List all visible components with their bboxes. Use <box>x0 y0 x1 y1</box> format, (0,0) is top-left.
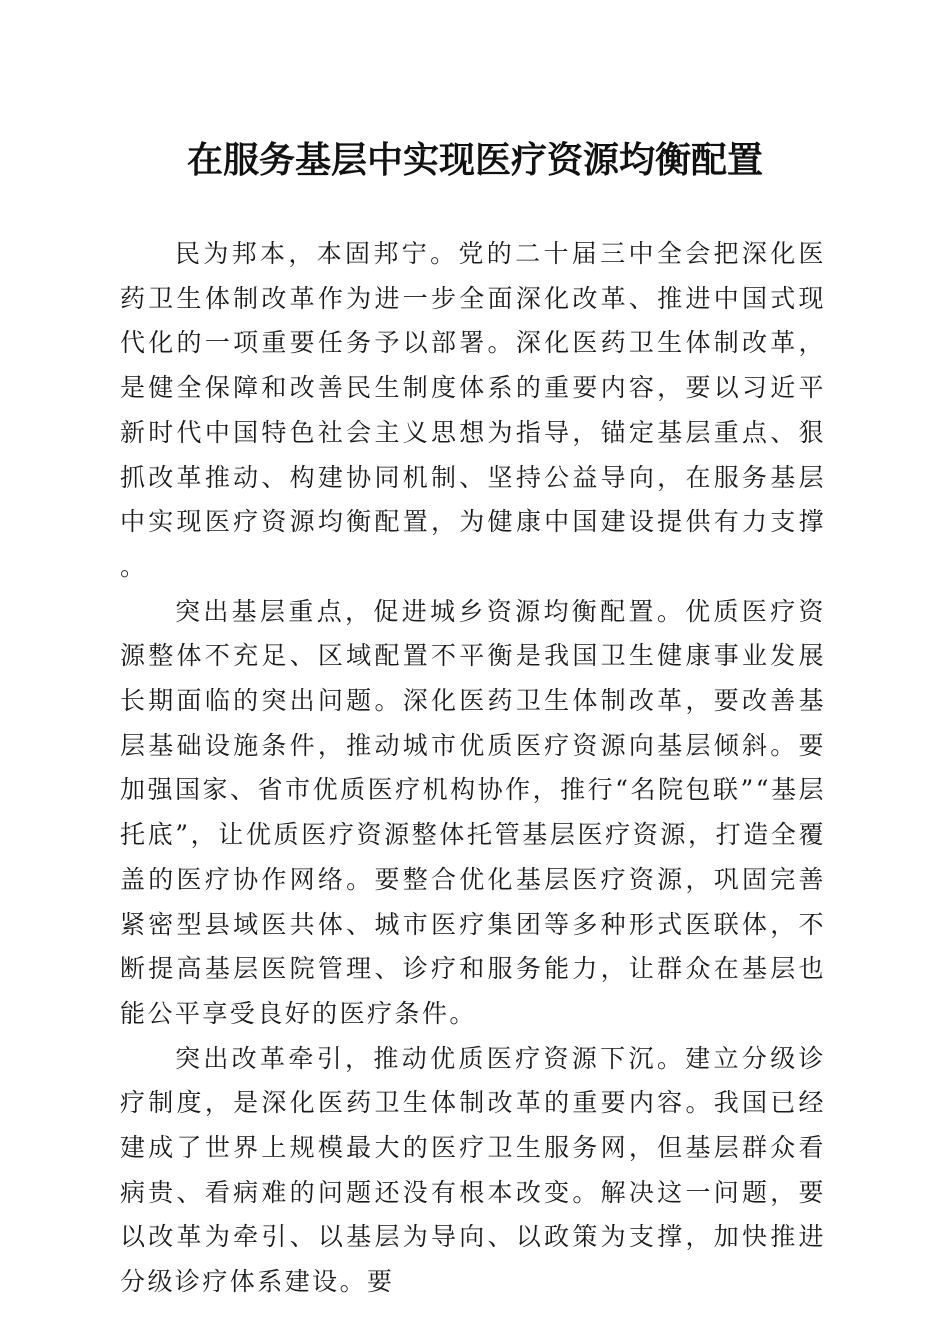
document-body <box>120 232 826 1305</box>
document-title: 在服务基层中实现医疗资源均衡配置 <box>186 139 763 181</box>
paragraph-3: 突出改革牵引，推动优质医疗资源下沉。建立分级诊疗制度，是深化医药卫生体制改革的重要内容。我国已经建成了世界上规模最大的医疗卫生服务网，但基层群众看病贵、看病难的问题还没有根本改变。解决这一问题，要以改革为牵引、以基层为导向、以政策为支撑，加快推进分级诊疗体系建设。要 <box>120 1043 826 1297</box>
paragraph-2: 突出基层重点，促进城乡资源均衡配置。优质医疗资源整体不充足、区域配置不平衡是我国卫生健康事业发展长期面临的突出问题。深化医药卫生体制改革，要改善基层基础设施条件，推动城市优质医疗资源向基层倾斜。要加强国家、省市优质医疗机构协作，推行“名院包联”“基层托底”，让优质医疗资源整体托管基层医疗资源，打造全覆盖的医疗协作网络。要整合优化基层医疗资源，巩固完善紧密型县域医共体、城市医疗集团等多种形式医联体，不断提高基层医院管理、诊疗和服务能力，让群众在基层也能公平享受良好的医疗条件。 <box>120 596 826 1028</box>
paragraph-1: 民为邦本，本固邦宁。党的二十届三中全会把深化医药卫生体制改革作为进一步全面深化改革、推进中国式现代化的一项重要任务予以部署。深化医药卫生体制改革，是健全保障和改善民生制度体系的重要内容，要以习近平新时代中国特色社会主义思想为指导，锚定基层重点、狠抓改革推动、构建协同机制、坚持公益导向，在服务基层中实现医疗资源均衡配置，为健康中国建设提供有力支撑。 <box>120 239 826 581</box>
